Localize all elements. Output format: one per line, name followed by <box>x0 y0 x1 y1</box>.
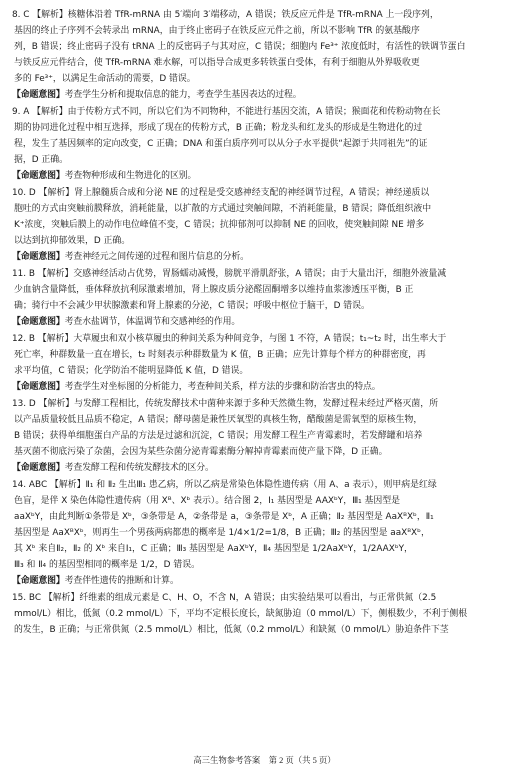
page-footer: 高三生物参考答案 第 2 页（共 5 页） <box>193 756 336 765</box>
explanation-line: B 错误；获得单细胞蛋白产品的方法是过滤和沉淀，C 错误；用发酵工程生产青霉素时，若发酵罐和培养 <box>14 431 423 442</box>
explanation-line: 确；骑行中不会减少甲状腺激素和肾上腺素的分泌，C 错误；呼吸中枢位于脑干，D 错误。 <box>14 300 370 311</box>
explanation-line: 13. D 【解析】与发酵工程相比，传统发酵技术中菌种来源于多种天然微生物，发酵过程未经过严格灭菌，所 <box>12 399 438 410</box>
explanation-line: 以达到抗抑郁效果，D 正确。 <box>14 235 131 246</box>
explanation-line: 8. C 【解析】核糖体沿着 TfR-mRNA 由 5′端向 3′端移动，A 错误；铁反应元件是 TfR-mRNA 上一段序列， <box>12 10 439 20</box>
explanation-line: 14. ABC 【解析】Ⅱ₁ 和 Ⅱ₂ 生出Ⅲ₁ 患乙病，所以乙病是常染色体隐性遗传病（用 A、a 表示），则甲病是红绿 <box>12 480 437 491</box>
explanation-line: 多的 Fe³⁺，以满足生命活动的需要，D 错误。 <box>14 73 196 84</box>
explanation-line: 求平均值，C 错误；化学防治不能明显降低 K 值，D 错误。 <box>14 365 249 376</box>
explanation-line: 的发生，B 正确；与正常供氮（2.5 mmol/L）相比，低氮（0.2 mmol/L）和缺氮（0 mmol/L）胁迫条件下茎 <box>14 624 449 635</box>
exam-intent-label: 【命题意图】 <box>12 89 65 100</box>
exam-intent <box>12 461 517 477</box>
exam-intent-text: 考查学生分析和提取信息的能力，考查学生基因表达的过程。 <box>64 89 302 100</box>
explanation-line: mmol/L）相比，低氮（0.2 mmol/L）下，平均不定根长度长，缺氮胁迫（0 mmol/L）下，侧根数少，不利于侧根 <box>14 609 468 620</box>
question-9-explanation <box>12 105 517 185</box>
explanation-line: 少血钠含量降低，垂体释放抗利尿激素增加，肾上腺皮质分泌醛固酮增多以维持血浆渗透压平衡，B 正 <box>14 284 414 295</box>
explanation-line: 基因的终止子序列不会转录出 mRNA，由于终止密码子在铁反应元件之前，所以不影响 TfR 的氨基酸序 <box>14 25 420 36</box>
explanation-line: 期的协同进化过程中相互选择，形成了现在的传粉方式，B 正确；粉龙头和红龙头的形成是生物进化的过 <box>14 122 423 133</box>
explanation-line: 色盲，是伴 X 染色体隐性遗传病（用 Xᴮ、Xᵇ 表示）。结合图 2，Ⅰ₁ 基因型是 AAXᵇY，Ⅲ₁ 基因型是 <box>14 496 401 507</box>
exam-intent-label: 【命题意图】 <box>12 462 65 473</box>
exam-intent <box>12 88 517 104</box>
exam-intent-text: 考查物种形成和生物进化的区别。 <box>64 170 197 181</box>
explanation-line: 基因型是 AaXᴮXᵇ，则再生一个男孩两病都患的概率是 1/4×1/2=1/8，B 正确；Ⅲ₂ 的基因型是 aaXᴮXᵇ， <box>14 528 430 538</box>
explanation-line: 列，B 错误；终止密码子没有 tRNA 上的反密码子与其对应，C 错误；细胞内 Fe³⁺ 浓度低时，有活性的铁调节蛋白 <box>14 41 466 52</box>
question-8-explanation <box>12 8 517 103</box>
explanation-line: 程，发生了基因频率的定向改变，C 正确；DNA 和蛋白质序列可以从分子水平提供“起源于共同祖先”的证 <box>14 138 428 149</box>
exam-intent <box>12 169 517 185</box>
exam-intent <box>12 250 517 266</box>
explanation-line: Ⅲ₃ 和 Ⅱ₄ 的基因型相同的概率是 1/2，D 错误。 <box>14 559 200 570</box>
explanation-line: 其 Xᵇ 来自Ⅱ₂，Ⅱ₂ 的 Xᵇ 来自Ⅰ₁，C 正确；Ⅲ₃ 基因型是 AaXᵇY，Ⅱ₄ 基因型是 1/2AaXᵇY，1/2AAXᵇY， <box>14 543 413 554</box>
explanation-line: 与铁反应元件结合，使 TfR-mRNA 难水解，可以指导合成更多转铁蛋白受体，有利于细胞从外界吸收更 <box>14 57 420 68</box>
exam-intent-text: 考查伴性遗传的推断和计算。 <box>64 575 179 586</box>
exam-intent-text: 考查学生对坐标图的分析能力，考查种间关系，样方法的步骤和防治害虫的特点。 <box>64 381 381 392</box>
question-14-explanation <box>12 478 517 589</box>
question-13-explanation <box>12 397 517 477</box>
explanation-line: 10. D 【解析】肾上腺髓质合成和分泌 NE 的过程是受交感神经支配的神经调节过程，A 错误；神经递质以 <box>12 187 430 198</box>
exam-intent <box>12 380 517 396</box>
exam-intent <box>12 574 517 590</box>
explanation-line: 以产品质量较低且品质不稳定，A 错误；酵母菌是兼性厌氧型的真核生物，醋酸菌是需氧型的原核生物， <box>14 415 423 426</box>
explanation-line: 基灭菌不彻底污染了杂菌，会因为某些杂菌分泌青霉素酶分解掉青霉素而使产量下降，D 正确。 <box>14 446 388 457</box>
explanation-line: 11. B 【解析】交感神经活动占优势，胃肠蠕动减慢，膀胱平滑肌舒张，A 错误；由于大量出汗，细胞外液量减 <box>12 269 447 279</box>
exam-intent-text: 考查神经元之间传递的过程和图片信息的分析。 <box>64 251 249 262</box>
explanation-line: 据，D 正确。 <box>14 154 69 165</box>
explanation-line: 9. A 【解析】由于传粉方式不同，所以它们为不同物种，不能进行基因交流，A 错误；猴面花和传粉动物在长 <box>12 106 441 117</box>
exam-intent-label: 【命题意图】 <box>12 381 65 392</box>
question-10-explanation <box>12 186 517 266</box>
explanation-line: 15. BC 【解析】纤维素的组成元素是 C、H、O，不含 N，A 错误；由实验结果可以看出，与正常供氮（2.5 <box>12 593 437 604</box>
exam-intent <box>12 315 517 331</box>
explanation-line: aaXᵇY，由此判断①条带是 Xᵇ，③条带是 A，②条带是 a，③条带是 Xᵇ，A 正确；Ⅱ₂ 基因型是 AaXᴮXᵇ，Ⅱ₁ <box>14 512 434 523</box>
question-12-explanation <box>12 332 517 396</box>
explanation-line: 胞吐的方式由突触前膜释放，消耗能量，以扩散的方式通过突触间隙，不消耗能量，B 错误；降低组织液中 <box>14 203 432 214</box>
exam-intent-text: 考查水盐调节，体温调节和交感神经的作用。 <box>64 316 241 327</box>
exam-intent-label: 【命题意图】 <box>12 575 65 586</box>
exam-intent-label: 【命题意图】 <box>12 170 65 181</box>
question-15-explanation <box>12 591 517 639</box>
exam-intent-text: 考查发酵工程和传统发酵技术的区分。 <box>64 462 214 473</box>
explanation-line: 12. B 【解析】大草履虫和双小核草履虫的种间关系为种间竞争，与图 1 不符，A 错误；t₁~t₂ 时，出生率大于 <box>12 334 447 345</box>
exam-intent-label: 【命题意图】 <box>12 316 65 327</box>
explanation-line: K⁺浓度，突触后膜上的动作电位峰值不变，C 错误；抗抑郁剂可以抑制 NE 的回收，使突触间隙 NE 增多 <box>14 219 425 230</box>
exam-intent-label: 【命题意图】 <box>12 251 65 262</box>
question-11-explanation <box>12 267 517 331</box>
explanation-line: 死亡率，种群数量一直在增长，t₂ 时刻表示种群数量为 K 值，B 正确；应先计算每个样方的种群密度，再 <box>14 350 426 361</box>
